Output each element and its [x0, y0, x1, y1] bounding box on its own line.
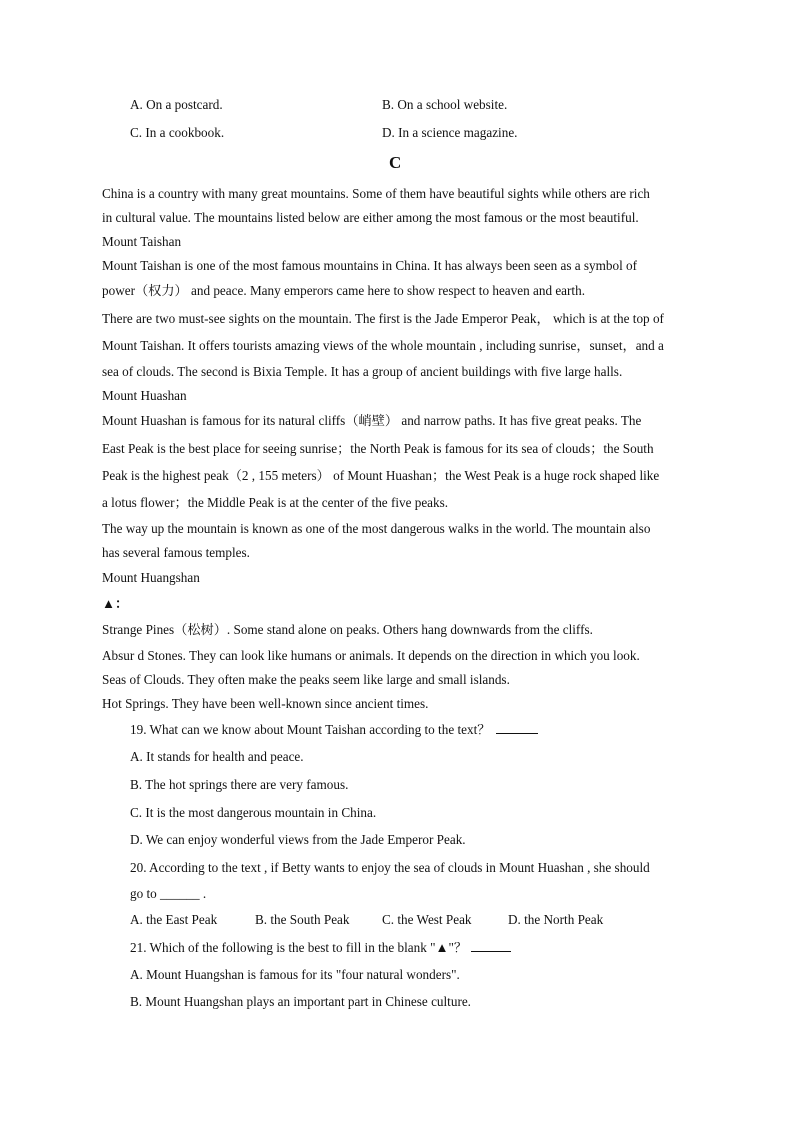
huashan-line: East Peak is the best place for seeing sunrise；the North Peak is famous for its sea of clouds；the South — [102, 441, 654, 456]
prev-option-b: B. On a school website. — [382, 97, 508, 112]
taishan-line: Mount Taishan is one of the most famous mountains in China. It has always been seen as a symbol of — [102, 258, 638, 273]
prev-option-d: D. In a science magazine. — [382, 125, 518, 140]
intro-line: in cultural value. The mountains listed below are either among the most famous or the most beautiful. — [102, 210, 639, 225]
q19-option-b: B. The hot springs there are very famous. — [130, 777, 349, 792]
q21-option-b: B. Mount Huangshan plays an important part in Chinese culture. — [130, 994, 471, 1009]
taishan-line: power（权力） and peace. Many emperors came here to show respect to heaven and earth. — [102, 283, 585, 298]
answer-blank[interactable] — [496, 721, 538, 734]
huangshan-line: Absur d Stones. They can look like humans or animals. It depends on the direction in which you look. — [102, 648, 640, 663]
q20-option-d: D. the North Peak — [508, 912, 604, 927]
huangshan-line: Hot Springs. They have been well-known since ancient times. — [102, 696, 429, 711]
q19-option-d: D. We can enjoy wonderful views from the Jade Emperor Peak. — [130, 832, 466, 847]
section-title: C — [389, 153, 402, 172]
prev-option-c: C. In a cookbook. — [130, 125, 225, 140]
huashan-line: The way up the mountain is known as one of the most dangerous walks in the world. The mountain also — [102, 521, 651, 536]
taishan-line: sea of clouds. The second is Bixia Temple. It has a group of ancient buildings with five large halls. — [102, 364, 623, 379]
huashan-line: Mount Huashan is famous for its natural cliffs（峭壁） and narrow paths. It has five great peaks. The — [102, 413, 642, 428]
taishan-line: Mount Taishan. It offers tourists amazing views of the whole mountain , including sunrise，sunset，and a — [102, 338, 664, 353]
q20-option-b: B. the South Peak — [255, 912, 350, 927]
huashan-line: a lotus flower；the Middle Peak is at the center of the five peaks. — [102, 495, 449, 510]
huangshan-line: Seas of Clouds. They often make the peaks seem like large and small islands. — [102, 672, 510, 687]
prev-option-a: A. On a postcard. — [130, 97, 223, 112]
question-19 — [130, 721, 538, 738]
question-21 — [130, 939, 511, 956]
taishan-line: There are two must-see sights on the mountain. The first is the Jade Emperor Peak， which is at the top of — [102, 311, 664, 326]
taishan-heading: Mount Taishan — [102, 234, 182, 249]
question-20-stem: 20. According to the text , if Betty wants to enjoy the sea of clouds in Mount Huashan , she should — [130, 860, 650, 875]
huashan-heading: Mount Huashan — [102, 388, 187, 403]
huangshan-heading: Mount Huangshan — [102, 570, 200, 585]
q19-option-c: C. It is the most dangerous mountain in China. — [130, 805, 377, 820]
answer-blank[interactable] — [471, 939, 511, 952]
intro-line: China is a country with many great mountains. Some of them have beautiful sights while others are rich — [102, 186, 650, 201]
huashan-line: has several famous temples. — [102, 545, 250, 560]
question-19-stem: 19. What can we know about Mount Taishan according to the text？ — [130, 722, 491, 737]
question-21-stem: 21. Which of the following is the best to fill in the blank "▲"？ — [130, 940, 468, 955]
q20-option-c: C. the West Peak — [382, 912, 472, 927]
q21-option-a: A. Mount Huangshan is famous for its "four natural wonders". — [130, 967, 460, 982]
question-20-stem-cont: go to ______ . — [130, 886, 207, 901]
huangshan-line: Strange Pines（松树）. Some stand alone on peaks. Others hang downwards from the cliffs. — [102, 622, 593, 637]
blank-marker: ▲： — [102, 596, 129, 611]
q20-option-a: A. the East Peak — [130, 912, 218, 927]
huashan-line: Peak is the highest peak（2 , 155 meters） of Mount Huashan；the West Peak is a huge rock shaped like — [102, 468, 660, 483]
q19-option-a: A. It stands for health and peace. — [130, 749, 304, 764]
